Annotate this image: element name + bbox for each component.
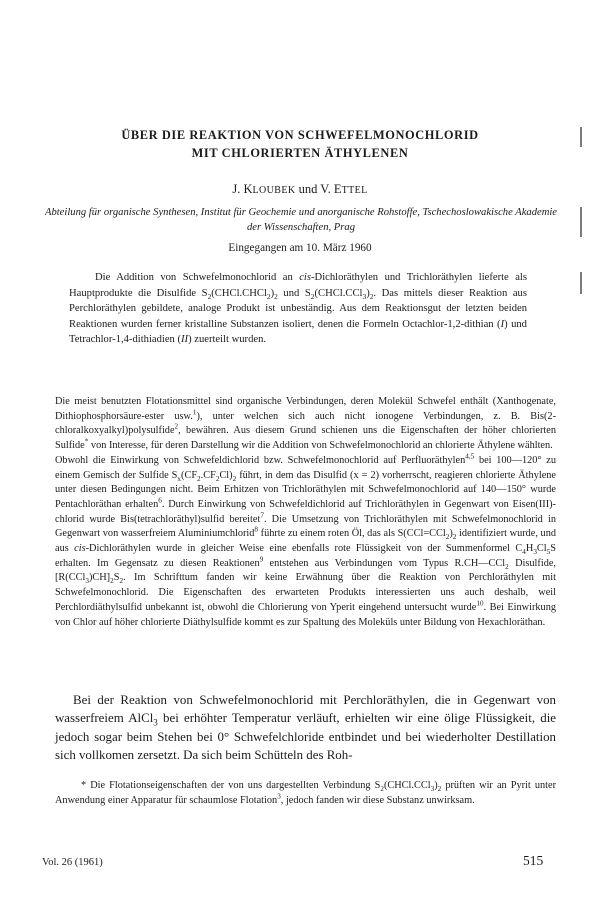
- title-line-2: MIT CHLORIERTEN ÄTHYLENEN: [191, 146, 409, 160]
- volume-info: Vol. 26 (1961): [42, 857, 103, 868]
- paragraph-1: Die meist benutzten Flotationsmittel sind organische Verbindungen, deren Molekül Schwefel enthält (Xanthogenate, Dithiophosphorsäure-ester usw.$^1$), unter welchen sich auch nicht ionogene Verbindungen, z. B. Bis(2-chloralkoxyalkyl)polysulfide$^2$, bewähren. Aus diesem Grund schienen uns die Eigenschaften der höher chlorierten Sulfide* von Interesse, für deren Darstellung wir die Addition von Schwefelmonochlorid an chlorierte Äthylene wählten.: [55, 396, 556, 452]
- scan-margin-bar: [580, 272, 582, 294]
- paragraph-3: Bei der Reaktion von Schwefelmonochlorid mit Perchloräthylen, die in Gegenwart von wasserfreiem AlCl$_3$ bei erhöhter Temperatur verläuft, erhielten wir eine ölige Flüssigkeit, die jedoch sogar beim Stehen bei 0° Schwefelchloride entbindet und bei wiederholter Destillation sich vollkomen zersetzt. Da sich beim Schütteln des Roh-: [55, 693, 557, 763]
- article-title: [0, 126, 600, 162]
- scan-margin-bar: [580, 127, 582, 147]
- scan-margin-bar: [580, 207, 582, 237]
- title-line-1: ÜBER DIE REAKTION VON SCHWEFELMONOCHLORID: [121, 128, 479, 142]
- page-number: 515: [523, 853, 544, 868]
- affiliation: Abteilung für organische Synthesen, Institut für Geochemie und anorganische Rohstoffe, Tschechoslowakische Akademie der Wissenschaften, Prag: [44, 207, 558, 233]
- introduction-text: [55, 395, 556, 630]
- footnote: * Die Flotationseigenschaften der von uns dargestellten Verbindung $S_2(CHCl.CCl_3)_2$ prüften wir an Pyrit unter Anwendung einer Apparatur für schaumlose Flotation$^3$, jedoch fanden wir diese Substanz unwirksam.: [55, 780, 556, 806]
- received-date: Eingegangen am 10. März 1960: [228, 242, 372, 254]
- authors: J. KLOUBEK und V. ETTEL: [232, 182, 368, 196]
- paragraph-2: Obwohl die Einwirkung von Schwefeldichlorid bzw. Schwefelmonochlorid auf Perfluoräthylen$^{4,5}$ bei 100—120° zu einem Gemisch der Sulfide $S_x(CF_2.CF_2Cl)_2$ führt, in dem das Disulfid (x = 2) vorherrscht, reagieren chlorierte Äthylene unter diesen Bedingungen nicht. Beim Erhitzen von Trichloräthylen mit Schwefelmonochlorid auf 140—150° wurde Pentachloräthan erhalten$^6$. Durch Einwirkung von Schwefeldichlorid auf Trichloräthylen in Gegenwart von Eisen(III)-chlorid wurde Bis(tetrachloräthyl)sulfid bereitet$^7$. Die Umsetzung von Trichloräthylen mit Schwefelmonochlorid in Gegenwart von wasserfreiem Aluminiumchlorid$^8$ führte zu einem roten Öl, das als $S(CCl=CCl_2)_2$ identifiziert wurde, und aus cis-Dichloräthylen wurde in gleicher Weise eine ebenfalls rote Flüssigkeit von der Summenformel $C_4H_3Cl_5S$ erhalten. Im Gegensatz zu diesen Reaktionen$^9$ entstehen aus Verbindungen vom Typus R.CH—CCl$_2$ Disulfide, $[R(CCl_3)CH]_2S_2$. Im Schrifttum fanden wir keine Erwähnung über die Reaktion von Perchloräthylen mit Schwefelmonochlorid. Die Eigenschaften des erwarteten Produkts interessierten uns auch deshalb, weil Perchlordiäthylsulfid unbekannt ist, obwohl die Chlorierung von Yperit eingehend untersucht wurde$^{10}$. Bei Einwirkung von Chlor auf höher chlorierte Diäthylsulfide kommt es zur Spaltung des Moleküls unter Bildung von Hexachloräthan.: [55, 452, 557, 628]
- abstract: Die Addition von Schwefelmonochlorid an cis-Dichloräthylen und Trichloräthylen lieferte als Hauptprodukte die Disulfide $S_2(CHCl.CHCl_2)_2$ und $S_2(CHCl.CCl_3)_2$. Das mittels dieser Reaktion aus Perchloräthylen gebildete, analoge Produkt ist unbeständig. Aus dem Reaktionsgut der letzten beiden Reaktionen wurden ferner kristalline Substanzen isoliert, denen die Formeln Octachlor-1,2-dithian (I) und Tetrachlor-1,4-dithiadien (II) zuerteilt wurden.: [69, 272, 527, 346]
